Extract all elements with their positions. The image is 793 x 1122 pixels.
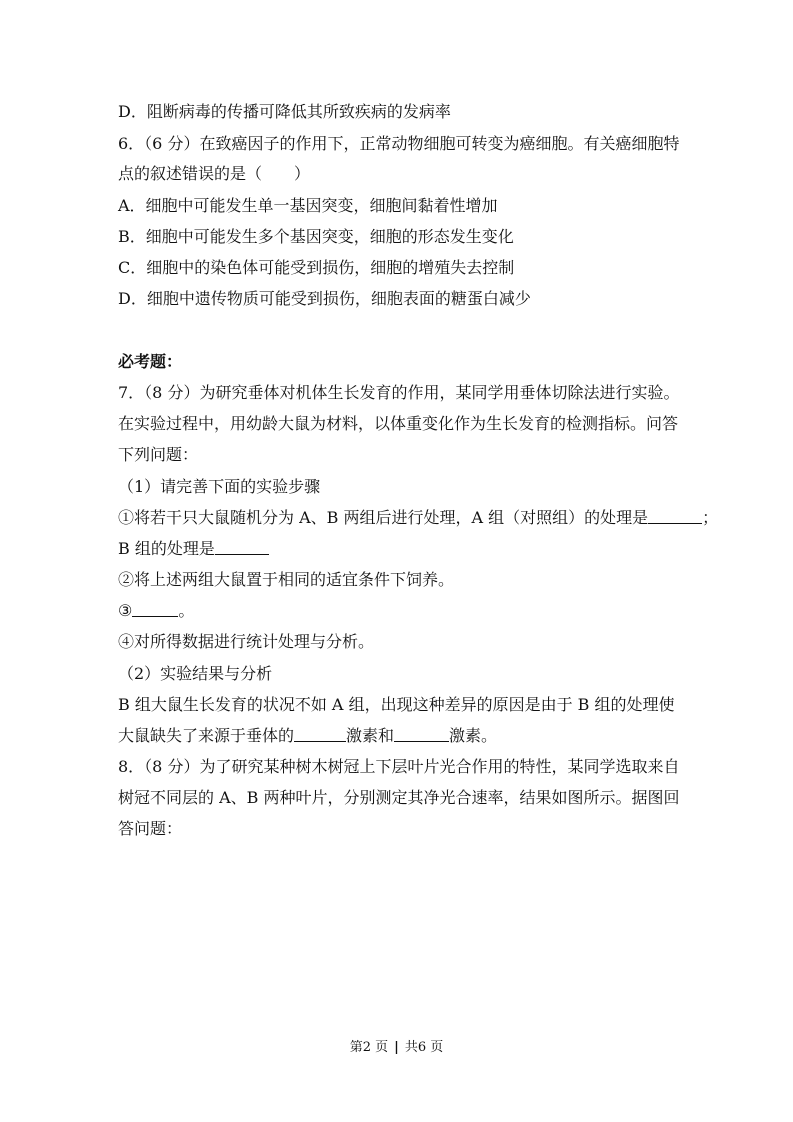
q6-option-c: C．细胞中的染色体可能受到损伤，细胞的增殖失去控制 — [118, 258, 515, 277]
q7-result-line-1: B 组大鼠生长发育的状况不如 A 组，出现这种差异的原因是由于 B 组的处理使 — [118, 695, 675, 714]
q7-step1-b-line — [118, 539, 269, 559]
q7-result-text-b: 激素和 — [346, 726, 395, 745]
q7-step3-end: 。 — [178, 601, 195, 620]
q5-option-d: D．阻断病毒的传播可降低其所致疾病的发病率 — [118, 102, 451, 121]
page-total: 共6 页 — [404, 1040, 444, 1055]
q7-step3-line — [118, 601, 194, 621]
q7-step4: ④对所得数据进行统计处理与分析。 — [118, 632, 375, 651]
q8-stem-line-3: 答问题： — [118, 819, 183, 838]
q7-step1-b-text: B 组的处理是 — [118, 539, 215, 558]
q7-part2-title: （2）实验结果与分析 — [118, 664, 273, 683]
q6-stem-line-1: 6．（6 分）在致癌因子的作用下，正常动物细胞可转变为癌细胞。有关癌细胞特 — [118, 134, 680, 153]
q7-stem-line-2: 在实验过程中，用幼龄大鼠为材料，以体重变化作为生长发育的检测指标。问答 — [118, 414, 679, 433]
q7-result-text-a: 大鼠缺失了来源于垂体的 — [118, 726, 295, 745]
q7-part1-title: （1）请完善下面的实验步骤 — [118, 477, 321, 496]
q7-stem-line-1: 7．（8 分）为研究垂体对机体生长发育的作用，某同学用垂体切除法进行实验。 — [118, 383, 680, 402]
answer-blank-b[interactable] — [215, 539, 269, 555]
q6-stem-line-2: 点的叙述错误的是（ ） — [118, 164, 311, 183]
answer-blank-hormone-2[interactable] — [394, 726, 449, 742]
q7-step2: ②将上述两组大鼠置于相同的适宜条件下饲养。 — [118, 570, 455, 589]
q7-step3-marker: ③ — [118, 601, 133, 620]
q6-option-b: B．细胞中可能发生多个基因突变，细胞的形态发生变化 — [118, 227, 514, 246]
q7-result-text-c: 激素。 — [449, 726, 498, 745]
answer-blank-a[interactable] — [648, 508, 702, 524]
q6-option-d: D．细胞中遗传物质可能受到损伤，细胞表面的糖蛋白减少 — [118, 289, 531, 308]
q8-stem-line-1: 8．（8 分）为了研究某种树木树冠上下层叶片光合作用的特性，某同学选取来自 — [118, 757, 680, 776]
page-number: 第2 页 — [349, 1040, 389, 1055]
q6-option-a: A．细胞中可能发生单一基因突变，细胞间黏着性增加 — [118, 196, 498, 215]
q7-result-line-2 — [118, 726, 497, 746]
q7-step1-line — [118, 508, 718, 528]
q7-step1-text: ①将若干只大鼠随机分为 A、B 两组后进行处理，A 组（对照组）的处理是 — [118, 508, 649, 527]
q7-stem-line-3: 下列问题： — [118, 445, 199, 464]
section-title: 必考题： — [118, 352, 183, 371]
answer-blank-step3[interactable] — [132, 601, 178, 617]
q7-step1-end: ； — [702, 508, 719, 527]
answer-blank-hormone-1[interactable] — [294, 726, 346, 742]
page-footer — [0, 1040, 793, 1056]
q8-stem-line-2: 树冠不同层的 A、B 两种叶片，分别测定其净光合速率，结果如图所示。据图回 — [118, 788, 680, 807]
footer-separator: | — [394, 1040, 399, 1055]
